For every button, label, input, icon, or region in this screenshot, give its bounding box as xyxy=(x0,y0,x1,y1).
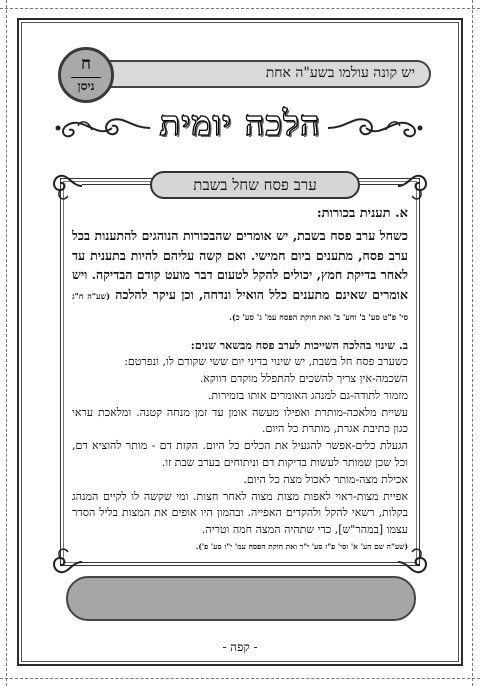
paragraph-a-source: (שע"ה ח"ג סי' פ"ט סע' ב' וחע' ב' ואת חוקת הפסח עמ' ג' סע' כ). xyxy=(72,290,408,322)
page-title: הלכה יומית xyxy=(159,104,321,144)
paragraph-a-heading: א. תענית בכורות: xyxy=(316,206,408,221)
right-cut-line xyxy=(472,0,473,686)
paragraph-b-heading: ב. שינוי בהלכה השייכות לערב פסח מבשאר שנים: xyxy=(190,338,408,352)
medallion-day: ח xyxy=(80,54,92,74)
date-medallion xyxy=(58,47,114,103)
title-rule-right xyxy=(358,184,404,185)
top-cut-line xyxy=(0,8,480,9)
medallion-divider xyxy=(71,77,101,78)
footer-bar xyxy=(66,576,416,621)
header-bar xyxy=(88,60,431,88)
section-content xyxy=(72,206,408,556)
paragraph-a xyxy=(72,226,408,328)
medallion-month: ניסן xyxy=(77,79,95,93)
paragraph-b-line: אפיית מצות-ראוי לאפות מצות מצוה לאחר חצות. ומי שקשה לו לקיים המנהג בקלות, רשאי להקל ולהקדים האפייה. ובהמון היו אופים את המצות בליל הסדר עצמו [במהר"ש], כדי שתהיה המצה חמה וטריה. xyxy=(72,489,408,537)
paragraph-b-line: השכמה-אין צריך להשכים להתפלל מוקדם דווקא. xyxy=(199,372,408,386)
paragraph-b-source: (שע"ה שם הע' א' וסי' פ"ז סע' י"ד ואת חוקת הפסח עמ' י"ז סע' פ'). xyxy=(195,542,408,552)
paragraph-b-line: כשערב פסח חל בשבת, יש שינוי בדיני יום ששי שקודם לו, ונפרטם: xyxy=(124,355,408,369)
paragraph-b xyxy=(72,338,408,556)
left-cut-line xyxy=(6,0,7,686)
paragraph-a-body: כשחל ערב פסח בשבת, יש אומרים שהבכורות הנוהגים להתענות בכל ערב פסח, מתענים ביום חמישי. ואם קשה עליהם להיות בתענית עד לאחר בדיקת חמץ, יכולים להקל לטעום דבר מועט קודם הבדיקה. ויש אומרים שאינם מתענים כלל הואיל ונדחה, וכן עיקר להלכה xyxy=(72,228,408,302)
right-flourish-icon xyxy=(326,110,426,146)
paragraph-b-line: עשיית מלאכה-מותרת ואפילו מעשה אומן עד זמן מנחה קטנה. ומלאכת עראי כגון כתיבת אגרת, מותרת כל היום. xyxy=(72,405,408,436)
bottom-cut-line xyxy=(0,678,480,679)
paragraph-b-line: אכילת מצה-מותר לאכול מצה כל היום. xyxy=(243,472,408,486)
header-text: יש קונה עולמו בשע"ה אחת xyxy=(265,65,415,81)
paragraph-b-line: הגעלת כלים-אפשר להגעיל את הכלים כל היום. הקזת דם - מותר להוציא דם, וכל שכן שמותר לעשות בדיקות דם וניתוחים בערב שבת זו. xyxy=(72,439,408,470)
corner-ornament-icon xyxy=(46,168,86,204)
section-bottom-rule xyxy=(82,562,404,563)
paragraph-b-line: מזמור לתודה-גם למנהג האומרים אותו בזמירות. xyxy=(207,388,408,402)
title-rule-left xyxy=(82,184,152,185)
section-title: ערב פסח שחל בשבת xyxy=(150,171,360,199)
page-number: - קפה - xyxy=(222,640,258,654)
corner-ornament-icon xyxy=(394,168,434,204)
